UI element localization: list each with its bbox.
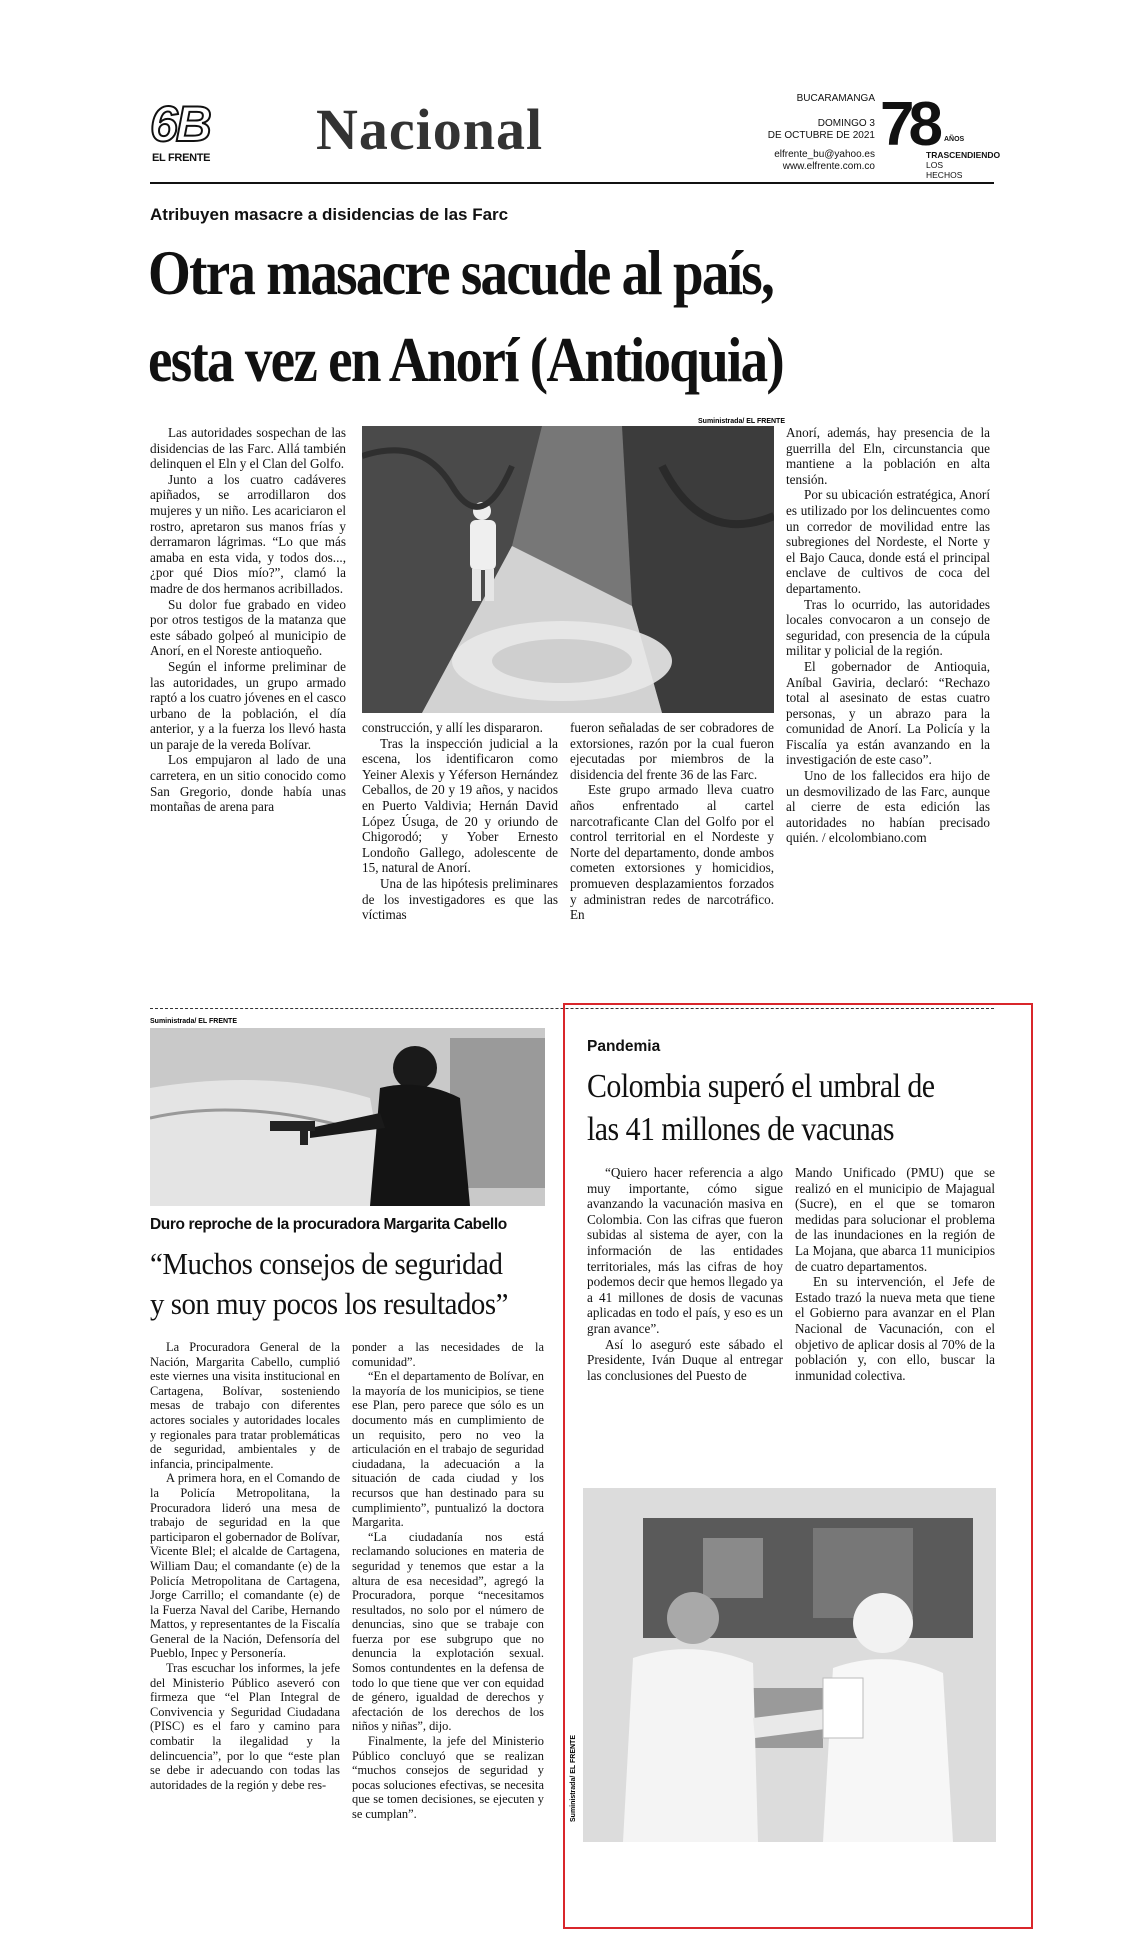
story1-column-4: [786, 425, 990, 846]
section-title: Nacional: [316, 97, 544, 162]
story3-column-1: [587, 1165, 783, 1383]
story3-kicker: Pandemia: [587, 1038, 661, 1055]
story2-column-1: [150, 1340, 340, 1792]
header-date-1: DOMINGO 3: [817, 118, 875, 129]
paragraph: “La ciudadanía nos está reclamando soluciones en materia de seguridad y tenemos que estar a la altura de esa necesidad”, agregó la Procuradora, porque “necesitamos resultados, no solo por el número de denuncias, sino que se trabaje con fuerza por ese subgrupo que no denuncia la explotación sexual. Somos contundentes en la defensa de todo lo que tiene que ver con equidad de género, igualdad de derechos y afectación de los derechos de los niños y niñas”, dijo.: [352, 1529, 544, 1734]
vaccination-illustration: [583, 1488, 996, 1842]
anniversary-number: 78: [880, 90, 937, 159]
story1-kicker: Atribuyen masacre a disidencias de las Farc: [150, 205, 509, 224]
story2-headline-line2: y son muy pocos los resultados”: [150, 1286, 508, 1321]
story1-headline-line1: Otra masacre sacude al país,: [148, 237, 774, 308]
paragraph: El gobernador de Antioquia, Aníbal Gaviria, declaró: “Rechazo total al asesinato de estas cuatro personas, y un abrazo para la comunidad de Anorí. La Policía y la Fiscalía ya están avanzando en la investigación de este caso”.: [786, 658, 990, 768]
gunman-illustration: [150, 1028, 545, 1206]
story1-photo: [362, 426, 774, 713]
story1-headline-line2: esta vez en Anorí (Antioquia): [148, 324, 784, 395]
paragraph: Junto a los cuatro cadáveres apiñados, se arrodillaron dos mujeres y un niño. Les acariciaron el rostro, apretaron sus manos frías y derramaron lágrimas. “Lo que más amaba en esta vida, y todos dos..., ¿por qué Dios mío?”, clamó la madre de dos hermanos acribillados.: [150, 471, 346, 596]
paragraph: “En el departamento de Bolívar, en la mayoría de los municipios, se tiene ese Plan, pero parece que sólo es un documento más en cumplimiento de un requisito, pero no veo la articulación en el trabajo de seguridad ciudadana, la adecuación a la situación de cada ciudad y los recursos que han destinado para su cumplimiento”, puntualizó la doctora Margarita.: [352, 1369, 544, 1530]
paragraph: fueron señaladas de ser cobradores de extorsiones, razón por la cual fueron ejecutadas por miembros de la disidencia del frente 36 de las Farc.: [570, 720, 774, 782]
header-web: www.elfrente.com.co: [782, 161, 875, 172]
page-number: [150, 96, 210, 152]
tagline-1: TRASCENDIENDO: [926, 150, 1001, 160]
paragraph: construcción, y allí les dispararon.: [362, 720, 543, 735]
story1-column-2: [362, 720, 558, 923]
paragraph: Una de las hipótesis preliminares de los investigadores es que las víctimas: [362, 875, 558, 923]
story2-photo: [150, 1028, 545, 1206]
page-number-text: 6B: [150, 96, 210, 152]
paragraph: Tras la inspección judicial a la escena, los identificaron como Yeiner Alexis y Yéferson Hernández Ceballos, de 20 y 19 años, y nacidos en Puerto Valdivia; Hernán David López Úsuga, de 20 y oriundo de Chigorodó; y Yober Ernesto Londoño Gallego, adolescente de 15, natural de Anorí.: [362, 735, 558, 876]
paragraph: Las autoridades sospechan de las disidencias de las Farc. Allá también delinquen el Eln y el Clan del Golfo.: [150, 425, 346, 472]
paper-name-small: EL FRENTE: [152, 152, 211, 164]
story1-column-1: [150, 425, 346, 815]
paragraph: Los empujaron al lado de una carretera, en un sitio conocido como San Gregorio, donde había unas montañas de arena para: [150, 752, 346, 815]
header-email: elfrente_bu@yahoo.es: [774, 149, 875, 160]
paragraph: Tras escuchar los informes, la jefe del Ministerio Público aseveró con firmeza que “el Plan Integral de Convivencia y Seguridad Ciudadana (PISC) es el faro y camino para combatir la ilegalidad y la delincuencia”, por lo que “este plan se debe ir adecuando con todas las autoridades de la región y debe res-: [150, 1661, 340, 1792]
story1-photo-credit: Suministrada/ EL FRENTE: [698, 418, 785, 425]
paragraph: A primera hora, en el Comando de la Policía Metropolitana, la Procuradora lideró una mesa de trabajo de seguridad en la que participaron el gobernador de Bolívar, Vicente Blel; el alcalde de Cartagena, William Dau; el comandante (e) de la Policía Metropolitana de Cartagena, Jorge Carrillo; el comandante (e) de la Fuerza Naval del Caribe, Hernando Mattos, y representantes de la Fiscalía General de la Nación, Defensoría del Pueblo, Inpec y Personería.: [150, 1471, 340, 1661]
paragraph: “Quiero hacer referencia a algo muy importante, cómo sigue avanzando la vacunación masiva en Colombia. Con las cifras que fueron subidas al sistema de ayer, con la información de las entidades territoriales, más las cifras de hoy podemos decir que hemos llegado ya a 41 millones de dosis de vacunas aplicadas en todo el país, y eso es un gran avance”.: [587, 1165, 783, 1336]
tagline-2: LOS HECHOS: [926, 160, 963, 180]
story2-headline-line1: “Muchos consejos de seguridad: [150, 1246, 503, 1281]
story2-column-2: [352, 1340, 544, 1822]
story1-column-3: [570, 720, 774, 923]
paragraph: En su intervención, el Jefe de Estado trazó la nueva meta que tiene el Gobierno para avanzar en el Plan Nacional de Vacunación, con el objetivo de aplicar dosis al 70% de la población y, con ello, buscar la inmunidad colectiva.: [795, 1274, 995, 1383]
story3-photo: [583, 1488, 996, 1842]
anniversary-word: AÑOS: [944, 136, 965, 143]
paragraph: ponder a las necesidades de la comunidad”.: [352, 1340, 544, 1369]
header-date-2: DE OCTUBRE DE 2021: [767, 130, 875, 141]
paragraph: Uno de los fallecidos era hijo de un desmovilizado de las Farc, aunque al cierre de esta edición las autoridades no habían precisado quién. / elcolombiano.com: [786, 768, 990, 846]
header-city: BUCARAMANGA: [796, 93, 875, 104]
paragraph: Así lo aseguró este sábado el Presidente, Iván Duque al entregar las conclusiones del Puesto de: [587, 1336, 783, 1383]
paragraph: Mando Unificado (PMU) que se realizó en el municipio de Majagual (Sucre), en el que se tomaron medidas para solucionar el problema de las inundaciones en la región de La Mojana, que abarca 11 municipios de cuatro departamentos.: [795, 1165, 995, 1274]
forensic-scene-illustration: [362, 426, 774, 713]
story2-kicker: Duro reproche de la procuradora Margarita Cabello: [150, 1216, 507, 1233]
story2-photo-credit: Suministrada/ EL FRENTE: [150, 1018, 237, 1025]
paragraph: Su dolor fue grabado en video por otros testigos de la matanza que este sábado golpeó al municipio de Anorí, en el Noreste antioqueño.: [150, 596, 346, 659]
paragraph: Este grupo armado lleva cuatro años enfrentado al cartel narcotraficante Clan del Golfo por el control territorial en el Nordeste y Norte del departamento, donde ambos cometen extorsiones y homicidios, promueven desplazamientos forzados y administran redes de narcotráfico. En: [570, 782, 774, 923]
story3-column-2: [795, 1165, 995, 1383]
paragraph: Según el informe preliminar de las autoridades, un grupo armado raptó a los cuatro jóvenes en el casco urbano de la población, el día anterior, y a la fuerza los llevó hasta un paraje de la vereda Bolívar.: [150, 658, 346, 752]
paragraph: Anorí, además, hay presencia de la guerrilla del Eln, circunstancia que mantiene a la población en alta tensión.: [786, 425, 990, 487]
paragraph: Finalmente, la jefe del Ministerio Público concluyó que se realizan “muchos consejos de seguridad y pocas soluciones efectivas, se necesita que se tomen decisiones, se ejecuten y se cumplan”.: [352, 1734, 544, 1821]
paragraph: Por su ubicación estratégica, Anorí es utilizado por los delincuentes como un corredor de movilidad entre las subregiones del Nordeste, el Norte y el Bajo Cauca, donde está el principal enclave de cultivos de coca del departamento.: [786, 487, 990, 596]
paragraph: Tras lo ocurrido, las autoridades locales convocaron a un consejo de seguridad, con presencia de la cúpula militar y policial de la región.: [786, 596, 990, 659]
anniversary-logo: [880, 90, 1001, 180]
story3-headline-line2: las 41 millones de vacunas: [587, 1111, 895, 1148]
paragraph: La Procuradora General de la Nación, Margarita Cabello, cumplió este viernes una visita institucional en Cartagena, Bolívar, sosteniendo mesas de trabajo con diferentes actores sociales y autoridades locales y regionales para tratar problemáticas de seguridad, ambientales y de infancia, principalmente.: [150, 1340, 340, 1471]
story3-photo-credit: Suministrada/ EL FRENTE: [570, 1735, 577, 1822]
header-rule: [150, 182, 994, 184]
story3-headline-line1: Colombia superó el umbral de: [587, 1068, 935, 1105]
